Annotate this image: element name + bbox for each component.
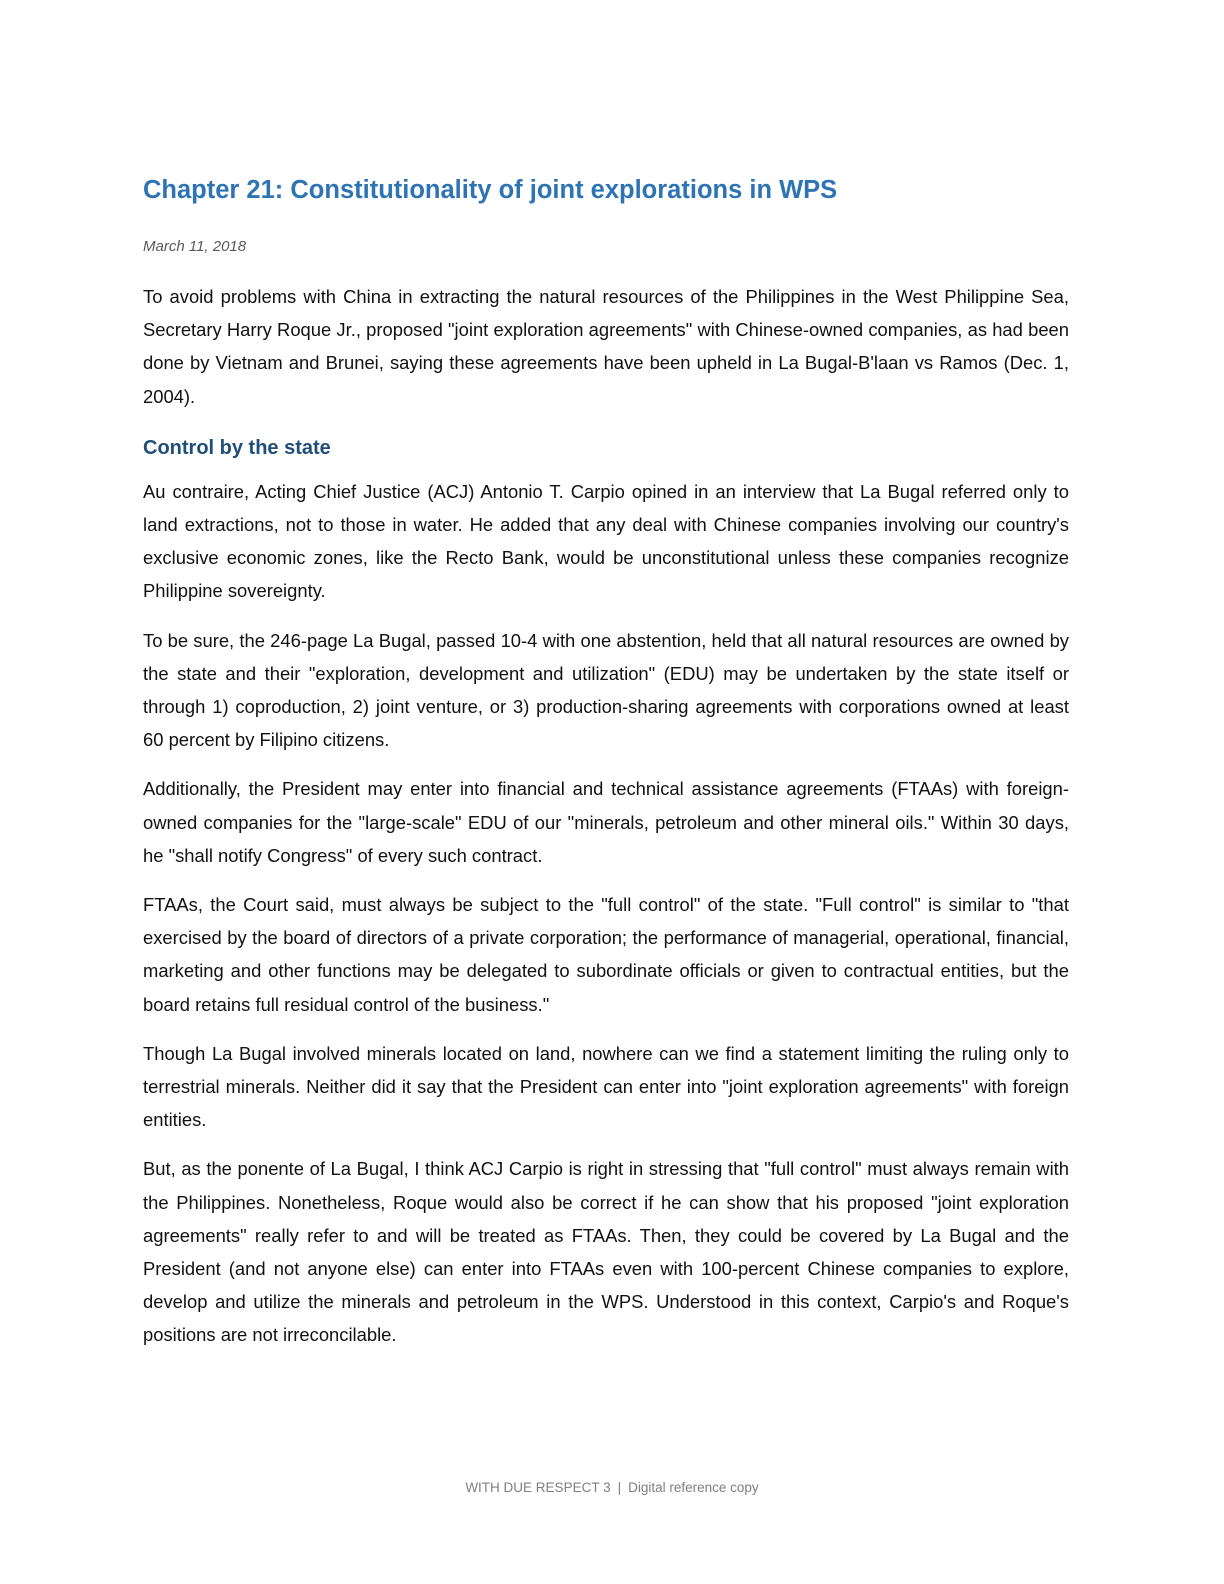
publication-date: March 11, 2018 bbox=[143, 238, 247, 255]
body-paragraph-6: But, as the ponente of La Bugal, I think ACJ Carpio is right in stressing that "full control" must always remain with the Philippines. Nonetheless, Roque would also be correct if he can show that his proposed "joint exploration agreements" really refer to and will be treated as FTAAs. Then, they could be covered by La Bugal and the President (and not anyone else) can enter into FTAAs even with 100-percent Chinese companies to explore, develop and utilize the minerals and petroleum in the WPS. Understood in this context, Carpio's and Roque's positions are not irreconcilable. bbox=[143, 1158, 1069, 1346]
body-paragraph-3: Additionally, the President may enter into financial and technical assistance agreements (FTAAs) with foreign-owned companies for the "large-scale" EDU of our "minerals, petroleum and other mineral oils." Within 30 days, he "shall notify Congress" of every such contract. bbox=[143, 778, 1069, 866]
body-paragraph-2: To be sure, the 246-page La Bugal, passed 10-4 with one abstention, held that all natural resources are owned by the state and their "exploration, development and utilization" (EDU) may be undertaken by the state itself or through 1) coproduction, 2) joint venture, or 3) production-sharing agreements with corporations owned at least 60 percent by Filipino citizens. bbox=[143, 629, 1069, 751]
body-paragraph-5: Though La Bugal involved minerals located on land, nowhere can we find a statement limiting the ruling only to terrestrial minerals. Neither did it say that the President can enter into "joint exploration agreements" with foreign entities. bbox=[143, 1042, 1069, 1131]
chapter-title: Chapter 21: Constitutionality of joint explorations in WPS bbox=[143, 176, 838, 204]
body-paragraph-1: Au contraire, Acting Chief Justice (ACJ) Antonio T. Carpio opined in an interview that La Bugal referred only to land extractions, not to those in water. He added that any deal with Chinese companies involving our country's exclusive economic zones, like the Recto Bank, would be unconstitutional unless these companies recognize Philippine sovereignty. bbox=[143, 480, 1069, 602]
section-heading: Control by the state bbox=[143, 436, 331, 459]
intro-paragraph: To avoid problems with China in extracting the natural resources of the Philippines in the West Philippine Sea, Secretary Harry Roque Jr., proposed "joint exploration agreements" with Chinese-owned companies, as had been done by Vietnam and Brunei, saying these agreements have been upheld in La Bugal-B'laan vs Ramos (Dec. 1, 2004). bbox=[143, 286, 1069, 407]
page-footer bbox=[0, 1477, 1224, 1499]
page-content bbox=[143, 168, 1069, 1368]
footer-book-page: WITH DUE RESPECT 3 bbox=[465, 1480, 611, 1495]
footer-note: Digital reference copy bbox=[628, 1480, 759, 1495]
body-paragraph-4: FTAAs, the Court said, must always be subject to the "full control" of the state. "Full control" is similar to "that exercised by the board of directors of a private corporation; the performance of managerial, operational, financial, marketing and other functions may be delegated to subordinate officials or given to contractual entities, but the board retains full residual control of the business." bbox=[143, 894, 1069, 1015]
footer-separator: | bbox=[617, 1480, 622, 1495]
